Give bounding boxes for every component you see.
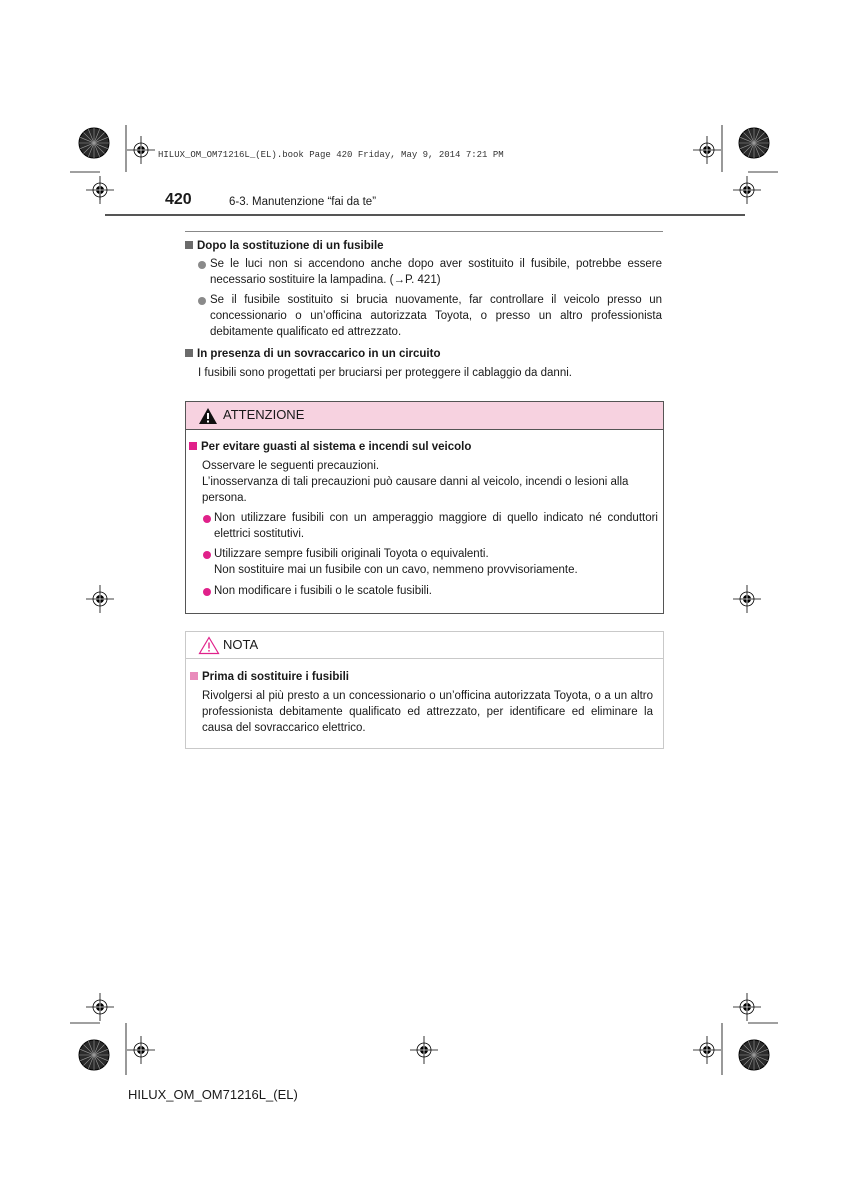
warning-item: Non utilizzare fusibili con un amperaggio maggiore di quello indicato né conduttori elettrici sostitutivi. — [214, 512, 658, 540]
square-bullet-icon — [190, 672, 198, 680]
note-heading — [190, 669, 349, 685]
bullet-icon — [198, 261, 206, 269]
warning-intro-line: L’inosservanza di tali precauzioni può causare danni al veicolo, incendi o lesioni alla persona. — [202, 476, 629, 504]
warning-title: Per evitare guasti al sistema e incendi sul veicolo — [201, 441, 472, 453]
square-bullet-icon — [189, 442, 197, 450]
warning-item: Utilizzare sempre fusibili originali Toyota o equivalenti. — [214, 548, 489, 560]
note-label: NOTA — [223, 637, 259, 652]
overload-heading — [185, 346, 440, 362]
warning-box — [185, 401, 664, 614]
footer-doc-code: HILUX_OM_OM71216L_(EL) — [128, 1087, 298, 1102]
note-box — [185, 631, 664, 749]
warning-item: Non sostituire mai un fusibile con un cavo, nemmeno provvisoriamente. — [214, 564, 578, 576]
square-bullet-icon — [185, 349, 193, 357]
overload-title: In presenza di un sovraccarico in un circuito — [197, 348, 441, 360]
page-number: 420 — [165, 191, 192, 208]
warning-header — [186, 402, 663, 430]
warning-intro — [202, 458, 657, 506]
section-title: 6-3. Manutenzione “fai da te” — [229, 196, 377, 208]
note-text: Rivolgersi al più presto a un concessionario o un’officina autorizzata Toyota, o a un altro professionista debitamente qualificato ed attrezzato, per identificare ed eliminare la causa del sovraccarico elettrico. — [202, 690, 653, 734]
header-rule — [105, 214, 745, 216]
bullet-icon — [203, 515, 211, 523]
content-rule — [185, 231, 663, 232]
warning-intro-line: Osservare le seguenti precauzioni. — [202, 460, 380, 472]
overload-text: I fusibili sono progettati per bruciarsi per proteggere il cablaggio da danni. — [198, 367, 572, 379]
bullet-icon — [203, 588, 211, 596]
bullet-icon — [203, 551, 211, 559]
note-title: Prima di sostituire i fusibili — [202, 671, 349, 683]
after-replacing-item: Se il fusibile sostituito si brucia nuovamente, far controllare il veicolo presso un concessionario o un’officina autorizzata Toyota, o presso un altro professionista debitamente qualificato ed attrezzato. — [210, 294, 662, 338]
warning-heading — [189, 439, 471, 455]
warning-label: ATTENZIONE — [223, 407, 305, 422]
after-replacing-title: Dopo la sostituzione di un fusibile — [197, 240, 384, 252]
book-info-line: HILUX_OM_OM71216L_(EL).book Page 420 Friday, May 9, 2014 7:21 PM — [158, 150, 504, 160]
note-header — [186, 632, 663, 659]
caution-triangle-icon — [198, 636, 220, 655]
bullet-icon — [198, 297, 206, 305]
after-replacing-heading — [185, 238, 384, 254]
warning-triangle-icon — [198, 407, 218, 425]
warning-item: Non modificare i fusibili o le scatole fusibili. — [214, 585, 432, 597]
square-bullet-icon — [185, 241, 193, 249]
after-replacing-item: Se le luci non si accendono anche dopo aver sostituito il fusibile, potrebbe essere necessario sostituire la lampadina. (→P. 421) — [210, 258, 662, 286]
